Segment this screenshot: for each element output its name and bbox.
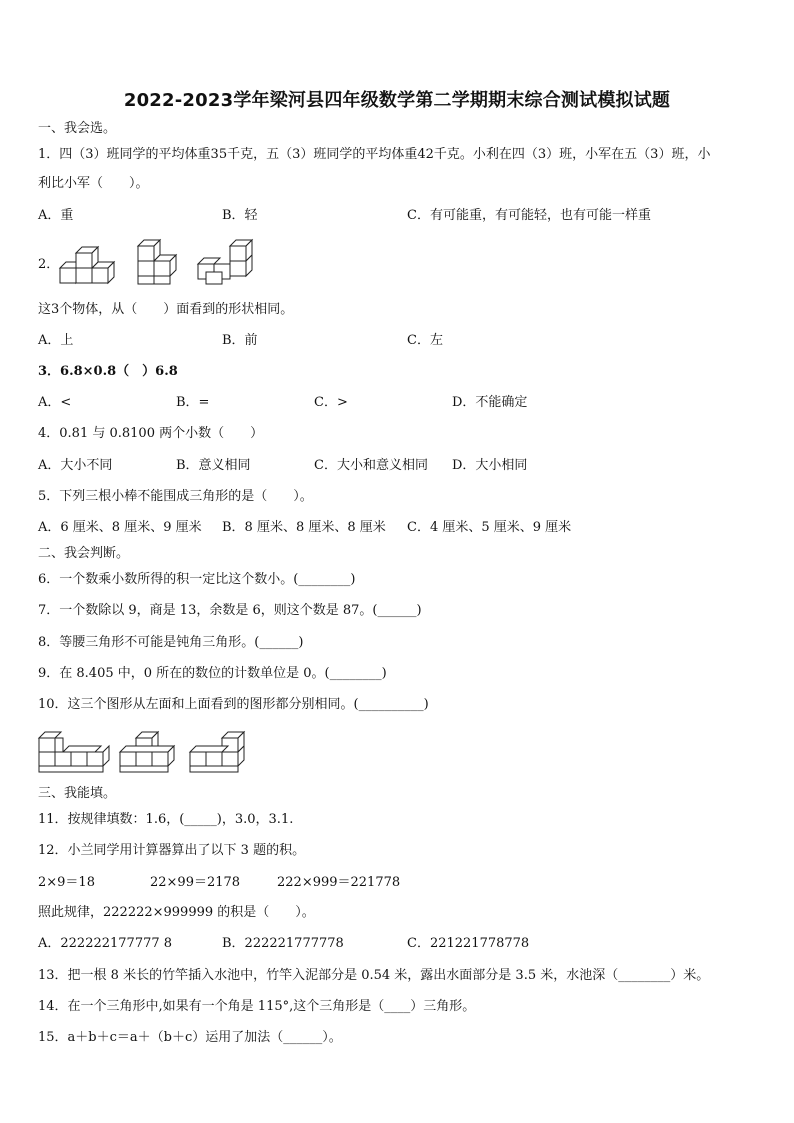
cube-figures-q10: [36, 728, 250, 776]
question-15-text: 15．a＋b＋c＝a＋（b＋c）运用了加法（______）。: [38, 1030, 342, 1045]
question-4-option-a[interactable]: A．大小不同: [38, 458, 113, 473]
question-2-option-b[interactable]: B．前: [222, 333, 258, 348]
question-8-text: 8．等腰三角形不可能是钝角三角形。(______): [38, 635, 304, 650]
question-12-option-c[interactable]: C．221221778778: [407, 936, 530, 951]
question-3-option-c[interactable]: C．>: [314, 395, 348, 410]
question-4-option-b[interactable]: B．意义相同: [176, 458, 251, 473]
question-14-text: 14．在一个三角形中,如果有一个角是 115°,这个三角形是（____）三角形。: [38, 999, 476, 1014]
question-2-option-c[interactable]: C．左: [407, 333, 443, 348]
question-12-equation-1: 2×9＝18: [38, 875, 95, 890]
cube-figure-10-3: [190, 732, 244, 772]
question-12-text: 12．小兰同学用计算器算出了以下 3 题的积。: [38, 843, 306, 858]
cube-figure-10-2: [120, 732, 174, 772]
question-1-option-b[interactable]: B．轻: [222, 208, 258, 223]
question-12-option-b[interactable]: B．222221777778: [222, 936, 344, 951]
page-title: 2022-2023学年梁河县四年级数学第二学期期末综合测试模拟试题: [123, 90, 671, 111]
question-3-text: 3．6.8×0.8（ ）6.8: [38, 364, 178, 379]
question-5-option-a[interactable]: A．6 厘米、8 厘米、9 厘米: [38, 520, 202, 535]
question-2-text: 这3个物体，从（ ）面看到的形状相同。: [38, 302, 294, 317]
question-2-number: 2．: [38, 257, 60, 272]
section-heading-1: 一、我会选。: [38, 121, 117, 136]
section-heading-2: 二、我会判断。: [38, 546, 130, 561]
question-1-option-c[interactable]: C．有可能重，有可能轻，也有可能一样重: [407, 208, 651, 223]
question-4-option-c[interactable]: C．大小和意义相同: [314, 458, 428, 473]
question-5-text: 5．下列三根小棒不能围成三角形的是（ ）。: [38, 489, 313, 504]
question-4-option-d[interactable]: D．大小相同: [452, 458, 528, 473]
question-7-text: 7．一个数除以 9，商是 13，余数是 6，则这个数是 87。(______): [38, 603, 422, 618]
question-1-option-a[interactable]: A．重: [38, 208, 74, 223]
question-4-text: 4．0.81 与 0.8100 两个小数（ ）: [38, 426, 264, 441]
cube-figure-2: [138, 240, 176, 284]
section-heading-3: 三、我能填。: [38, 786, 117, 801]
question-5-option-c[interactable]: C．4 厘米、5 厘米、9 厘米: [407, 520, 572, 535]
question-11-text: 11．按规律填数：1.6，(_____)，3.0，3.1.: [38, 812, 294, 827]
question-12-equation-2: 22×99＝2178: [150, 875, 241, 890]
question-12-equation-3: 222×999＝221778: [277, 875, 401, 890]
cube-figures-q2: [56, 238, 266, 288]
cube-figure-3: [198, 240, 252, 284]
question-3-option-b[interactable]: B．=: [176, 395, 210, 410]
question-12-option-a[interactable]: A．222222177777 8: [38, 936, 173, 951]
question-6-text: 6．一个数乘小数所得的积一定比这个数小。(________): [38, 572, 356, 587]
cube-figure-10-1: [39, 732, 109, 772]
question-1-line-1: 1．四（3）班同学的平均体重35千克，五（3）班同学的平均体重42千克。小利在四（3）班，小军在五（3）班，小: [38, 147, 711, 162]
question-5-option-b[interactable]: B．8 厘米、8 厘米、8 厘米: [222, 520, 386, 535]
question-12-ask: 照此规律，222222×999999 的积是（ ）。: [38, 905, 315, 920]
question-3-option-a[interactable]: A．<: [38, 395, 72, 410]
question-10-text: 10．这三个图形从左面和上面看到的图形都分别相同。(__________): [38, 697, 429, 712]
question-9-text: 9．在 8.405 中，0 所在的数位的计数单位是 0。(________): [38, 666, 387, 681]
question-3-option-d[interactable]: D．不能确定: [452, 395, 528, 410]
cube-figure-1: [60, 247, 114, 283]
question-13-text: 13．把一根 8 米长的竹竿插入水池中，竹竿入泥部分是 0.54 米，露出水面部分是 3.5 米，水池深（________）米。: [38, 968, 710, 983]
question-1-line-2: 利比小军（ ）。: [38, 176, 149, 191]
question-2-option-a[interactable]: A．上: [38, 333, 74, 348]
